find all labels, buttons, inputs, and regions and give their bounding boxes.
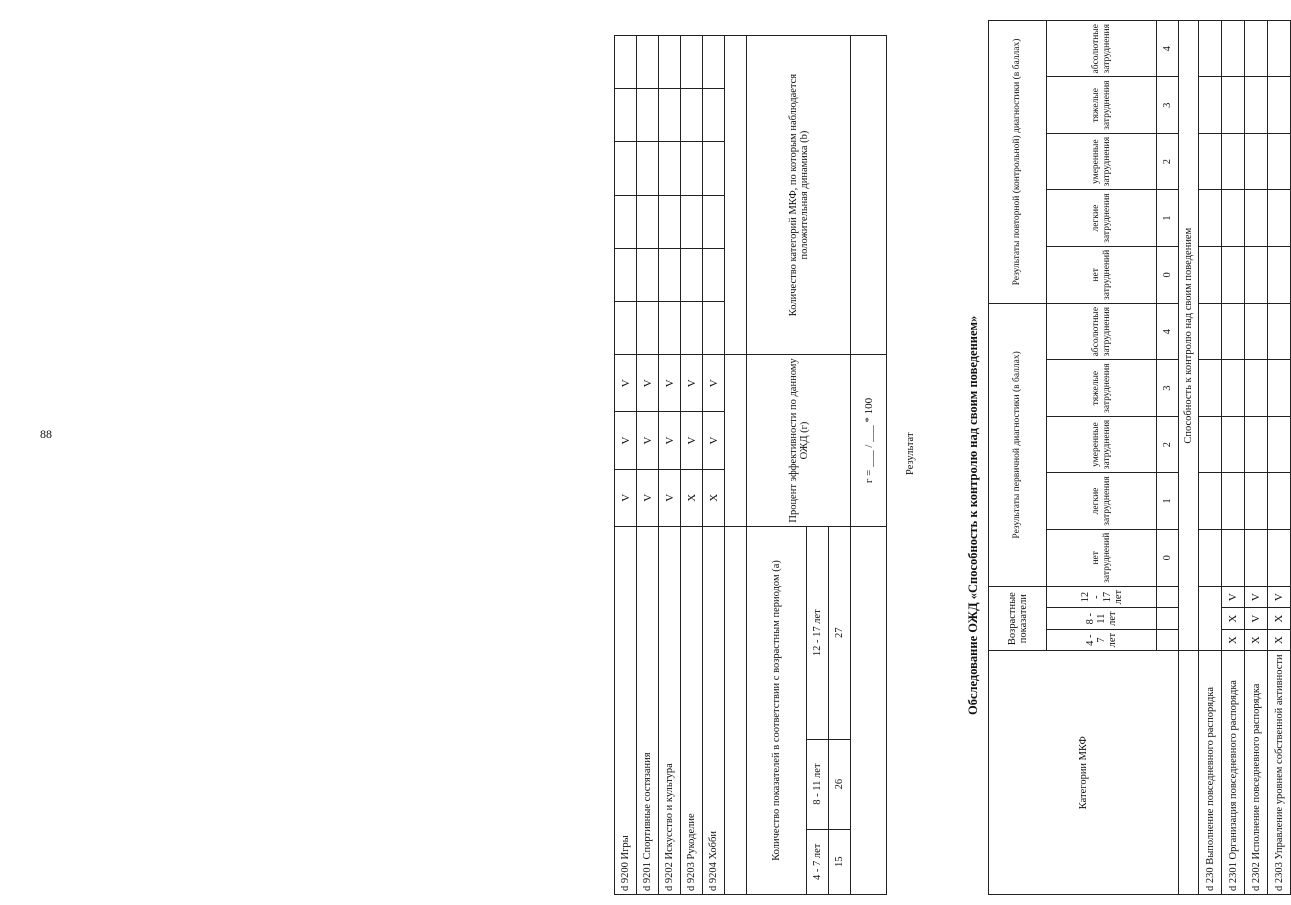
level-header: нет затруднений — [1047, 246, 1157, 303]
level-header: умеренные затруднения — [1047, 133, 1157, 189]
score-cell: 1 — [1157, 190, 1179, 246]
empty-cell — [1245, 529, 1268, 586]
result-header-row — [747, 36, 807, 895]
results-table-games — [614, 35, 887, 895]
empty-cell — [1245, 303, 1268, 359]
score-cell: 4 — [1157, 303, 1179, 359]
table-row — [1222, 21, 1245, 895]
table-row — [703, 36, 725, 895]
category-cell: d 230 Выполнение повседневного распорядка — [1199, 651, 1222, 895]
score-spacer — [1157, 629, 1179, 651]
mark-cell: V — [1245, 586, 1268, 608]
mark-cell: X — [1245, 629, 1268, 651]
spacer-row — [725, 36, 747, 895]
empty-cell — [1245, 473, 1268, 529]
score-cell: 1 — [1157, 473, 1179, 529]
level-header: легкие затруднения — [1047, 190, 1157, 246]
empty-cell — [681, 142, 703, 195]
category-cell: d 9200 Игры — [615, 526, 637, 894]
empty-cell — [1268, 77, 1291, 133]
table-row — [615, 36, 637, 895]
mark-cell: V — [637, 412, 659, 469]
score-cell: 3 — [1157, 360, 1179, 416]
mark-cell: V — [703, 412, 725, 469]
category-cell: d 2301 Организация повседневного распорядка — [1222, 651, 1245, 895]
empty-cell — [725, 36, 747, 355]
empty-cell — [659, 195, 681, 248]
score-spacer — [1157, 608, 1179, 630]
empty-cell — [1245, 360, 1268, 416]
count-cell: 15 — [829, 829, 851, 894]
mark-cell: V — [1245, 608, 1268, 630]
empty-cell — [1199, 416, 1222, 472]
level-header: абсолютные затруднения — [1047, 303, 1157, 359]
page-number: 88 — [40, 427, 52, 441]
empty-cell — [1222, 529, 1245, 586]
empty-cell — [1268, 360, 1291, 416]
repeat-diagnostics-header: Результаты повторной (контрольной) диагностики (в баллах) — [989, 21, 1047, 304]
empty-cell — [681, 89, 703, 142]
empty-cell — [1222, 303, 1245, 359]
empty-cell — [659, 142, 681, 195]
empty-cell — [681, 301, 703, 354]
primary-diagnostics-header: Результаты первичной диагностики (в баллах) — [989, 303, 1047, 586]
empty-cell — [703, 301, 725, 354]
mark-cell: V — [659, 469, 681, 526]
empty-cell — [1222, 360, 1245, 416]
empty-cell — [1199, 21, 1222, 77]
score-spacer — [1157, 586, 1179, 608]
empty-cell — [1245, 133, 1268, 189]
empty-cell — [1268, 21, 1291, 77]
age-group: 4 - 7 лет — [1047, 629, 1157, 651]
empty-cell — [1268, 473, 1291, 529]
empty-cell — [1199, 473, 1222, 529]
mark-cell: V — [659, 355, 681, 412]
formula-row — [851, 36, 887, 895]
efficiency-header: Процент эффективности по данному ОЖД (г) — [747, 355, 851, 527]
rotated-content — [600, 24, 1285, 895]
empty-cell — [681, 248, 703, 301]
section-row-label: Способность к контролю над своим поведением — [1179, 21, 1199, 651]
empty-cell — [703, 195, 725, 248]
empty-cell — [725, 355, 747, 527]
empty-cell — [725, 526, 747, 894]
empty-cell — [703, 89, 725, 142]
score-cell: 4 — [1157, 21, 1179, 77]
empty-cell — [1222, 416, 1245, 472]
formula-cell: г = ___ / ___ * 100 — [851, 355, 887, 527]
mark-cell: V — [637, 469, 659, 526]
empty-cell — [1245, 21, 1268, 77]
empty-cell — [637, 248, 659, 301]
category-cell: d 9203 Рукоделие — [681, 526, 703, 894]
score-cell: 3 — [1157, 77, 1179, 133]
mark-cell: V — [615, 355, 637, 412]
section-row — [1179, 21, 1199, 895]
level-header: нет затруднений — [1047, 529, 1157, 586]
table-row — [1245, 21, 1268, 895]
score-cell: 0 — [1157, 529, 1179, 586]
empty-cell — [615, 195, 637, 248]
empty-cell — [1199, 133, 1222, 189]
empty-cell — [1268, 529, 1291, 586]
mark-cell: V — [615, 412, 637, 469]
category-cell: d 9201 Спортивные состязания — [637, 526, 659, 894]
empty-cell — [659, 89, 681, 142]
empty-cell — [703, 142, 725, 195]
empty-cell — [851, 36, 887, 355]
score-cell: 0 — [1157, 246, 1179, 303]
empty-cell — [615, 301, 637, 354]
empty-cell — [659, 36, 681, 89]
age-indicators-header: Возрастные показатели — [989, 586, 1047, 651]
count-cell: 27 — [829, 526, 851, 739]
category-cell: d 2302 Исполнение повседневного распорядка — [1245, 651, 1268, 895]
empty-cell — [1222, 246, 1245, 303]
mark-cell: X — [681, 469, 703, 526]
mark-cell: X — [1268, 608, 1291, 630]
empty-cell — [1199, 190, 1222, 246]
empty-cell — [637, 89, 659, 142]
level-header: умеренные затруднения — [1047, 416, 1157, 472]
section-title: Обследование ОЖД «Способность к контролю над своим поведением» — [966, 315, 980, 715]
behavior-control-table — [988, 20, 1291, 895]
mark-cell: V — [681, 355, 703, 412]
empty-cell — [659, 301, 681, 354]
empty-cell — [1199, 77, 1222, 133]
dynamics-header: Количество категорий МКФ, по которым наблюдается положительная динамика (b) — [747, 36, 851, 355]
mark-cell: V — [637, 355, 659, 412]
empty-cell — [1268, 246, 1291, 303]
empty-cell — [1245, 77, 1268, 133]
empty-cell — [1245, 190, 1268, 246]
table-row — [637, 36, 659, 895]
age-group: 12 - 17 лет — [807, 526, 829, 739]
mark-cell: V — [681, 412, 703, 469]
empty-cell — [1199, 529, 1222, 586]
mark-cell: X — [1222, 608, 1245, 630]
empty-cell — [637, 195, 659, 248]
table-row — [659, 36, 681, 895]
empty-cell — [703, 248, 725, 301]
empty-cell — [1199, 246, 1222, 303]
table-row — [681, 36, 703, 895]
empty-cell — [615, 36, 637, 89]
empty-cell — [1268, 303, 1291, 359]
empty-cell — [851, 526, 887, 894]
empty-cell — [681, 36, 703, 89]
empty-cell — [1179, 651, 1199, 895]
age-group: 8 - 11 лет — [1047, 608, 1157, 630]
empty-cell — [1222, 77, 1245, 133]
mark-cell: V — [1268, 586, 1291, 608]
table-row — [1268, 21, 1291, 895]
empty-cell — [1199, 360, 1222, 416]
level-header: легкие затруднения — [1047, 473, 1157, 529]
mkf-category-header: Категории МКФ — [989, 651, 1179, 895]
age-group: 4 - 7 лет — [807, 829, 829, 894]
empty-cell — [703, 36, 725, 89]
empty-cell — [637, 36, 659, 89]
empty-cell — [1222, 133, 1245, 189]
empty-cell — [659, 248, 681, 301]
category-cell: d 9204 Хобби — [703, 526, 725, 894]
empty-cell — [615, 142, 637, 195]
empty-cell — [615, 248, 637, 301]
table-row — [1199, 21, 1222, 895]
age-group: 12 - 17 лет — [1047, 586, 1157, 608]
empty-cell — [1222, 473, 1245, 529]
score-cell: 2 — [1157, 133, 1179, 189]
level-header: абсолютные затруднения — [1047, 21, 1157, 77]
empty-cell — [1222, 190, 1245, 246]
mark-cell: X — [1268, 629, 1291, 651]
empty-cell — [1268, 133, 1291, 189]
count-cell: 26 — [829, 739, 851, 829]
empty-cell — [1245, 416, 1268, 472]
result-label: Результат — [905, 432, 916, 475]
level-header: тяжелые затруднения — [1047, 360, 1157, 416]
score-cell: 2 — [1157, 416, 1179, 472]
empty-cell — [1268, 190, 1291, 246]
category-cell: d 9202 Искусство и культура — [659, 526, 681, 894]
age-group: 8 - 11 лет — [807, 739, 829, 829]
count-header: Количество показателей в соответствии с возрастным периодом (а) — [747, 526, 807, 894]
empty-cell — [615, 89, 637, 142]
mark-cell: V — [659, 412, 681, 469]
level-header: тяжелые затруднения — [1047, 77, 1157, 133]
mark-cell: V — [703, 355, 725, 412]
empty-cell — [637, 301, 659, 354]
mark-cell: X — [1222, 629, 1245, 651]
mark-cell: V — [615, 469, 637, 526]
empty-cell — [1245, 246, 1268, 303]
empty-cell — [1199, 586, 1222, 651]
mark-cell: V — [1222, 586, 1245, 608]
empty-cell — [1199, 303, 1222, 359]
empty-cell — [637, 142, 659, 195]
empty-cell — [1268, 416, 1291, 472]
category-cell: d 2303 Управление уровнем собственной активности — [1268, 651, 1291, 895]
mark-cell: X — [703, 469, 725, 526]
empty-cell — [1222, 21, 1245, 77]
empty-cell — [681, 195, 703, 248]
